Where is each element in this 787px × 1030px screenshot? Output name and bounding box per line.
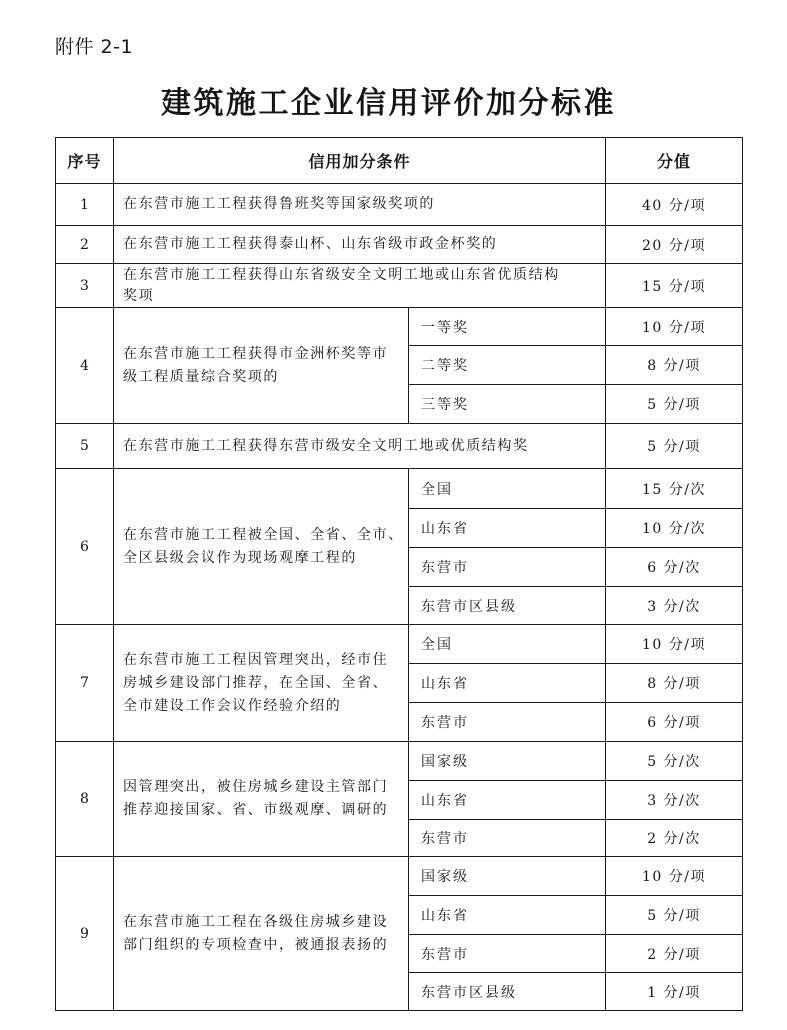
condition-line: 全区县级会议作为现场观摩工程的 bbox=[123, 549, 357, 566]
row-8-level-1: 国家级 bbox=[409, 742, 606, 781]
row-9-score-1: 10 分/项 bbox=[606, 857, 743, 896]
row-7-score-1: 10 分/项 bbox=[606, 625, 743, 664]
row-3-no: 3 bbox=[56, 264, 114, 308]
condition-line: 在东营市施工工程获得泰山杯、山东省级市政金杯奖的 bbox=[123, 236, 498, 252]
row-4-condition bbox=[114, 308, 409, 424]
condition-line: 部门组织的专项检查中，被通报表扬的 bbox=[123, 936, 389, 953]
row-9-no: 9 bbox=[56, 857, 114, 1011]
row-9-score-4: 1 分/项 bbox=[606, 973, 743, 1011]
row-4-score-1: 10 分/项 bbox=[606, 308, 743, 346]
row-6-score-4: 3 分/次 bbox=[606, 587, 743, 625]
row-6-condition bbox=[114, 469, 409, 625]
row-2-condition bbox=[114, 226, 606, 264]
row-7-score-3: 6 分/项 bbox=[606, 703, 743, 742]
row-3-condition bbox=[114, 264, 606, 308]
condition-line: 在东营市施工工程在各级住房城乡建设 bbox=[123, 913, 389, 930]
table-header-condition: 信用加分条件 bbox=[114, 138, 606, 184]
condition-line: 奖项 bbox=[123, 287, 155, 304]
row-2-no: 2 bbox=[56, 226, 114, 264]
row-3-score: 15 分/项 bbox=[606, 264, 743, 308]
condition-line: 在东营市施工工程获得市金洲杯奖等市 bbox=[123, 345, 389, 362]
condition-line: 在东营市施工工程被全国、全省、全市、 bbox=[123, 526, 404, 543]
condition-line: 在东营市施工工程获得山东省级安全文明工地或山东省优质结构 bbox=[123, 266, 560, 283]
row-2-score: 20 分/项 bbox=[606, 226, 743, 264]
attachment-label: 附件 2-1 bbox=[55, 36, 134, 58]
row-6-level-4: 东营市区县级 bbox=[409, 587, 606, 625]
row-9-level-1: 国家级 bbox=[409, 857, 606, 896]
row-4-level-3: 三等奖 bbox=[409, 385, 606, 424]
row-4-no: 4 bbox=[56, 308, 114, 424]
credit-score-table bbox=[55, 137, 743, 1011]
condition-line: 在东营市施工工程获得鲁班奖等国家级奖项的 bbox=[123, 196, 435, 212]
row-8-level-3: 东营市 bbox=[409, 820, 606, 857]
row-7-level-3: 东营市 bbox=[409, 703, 606, 742]
condition-line: 因管理突出，被住房城乡建设主管部门 bbox=[123, 779, 389, 795]
row-1-no: 1 bbox=[56, 184, 114, 226]
row-9-level-3: 东营市 bbox=[409, 935, 606, 973]
condition-line: 房城乡建设部门推荐，在全国、全省、 bbox=[123, 674, 389, 691]
row-8-condition bbox=[114, 742, 409, 857]
table-header-score: 分值 bbox=[606, 138, 743, 184]
row-6-level-2: 山东省 bbox=[409, 509, 606, 548]
row-7-no: 7 bbox=[56, 625, 114, 742]
row-4-level-1: 一等奖 bbox=[409, 308, 606, 346]
row-6-level-1: 全国 bbox=[409, 469, 606, 509]
row-7-condition bbox=[114, 625, 409, 742]
row-9-level-2: 山东省 bbox=[409, 896, 606, 935]
row-8-no: 8 bbox=[56, 742, 114, 857]
row-9-level-4: 东营市区县级 bbox=[409, 973, 606, 1011]
condition-line: 级工程质量综合奖项的 bbox=[123, 368, 279, 385]
row-6-score-3: 6 分/次 bbox=[606, 548, 743, 587]
row-5-condition bbox=[114, 424, 606, 469]
row-6-score-2: 10 分/次 bbox=[606, 509, 743, 548]
row-7-level-2: 山东省 bbox=[409, 664, 606, 703]
condition-line: 全市建设工作会议作经验介绍的 bbox=[123, 697, 342, 714]
condition-line: 推荐迎接国家、省、市级观摩、调研的 bbox=[123, 802, 389, 818]
row-8-level-2: 山东省 bbox=[409, 781, 606, 820]
row-6-score-1: 15 分/次 bbox=[606, 469, 743, 509]
document-title: 建筑施工企业信用评价加分标准 bbox=[161, 86, 616, 121]
condition-line: 在东营市施工工程因管理突出，经市住 bbox=[123, 651, 389, 668]
row-1-score: 40 分/项 bbox=[606, 184, 743, 226]
row-7-level-1: 全国 bbox=[409, 625, 606, 664]
row-8-score-2: 3 分/次 bbox=[606, 781, 743, 820]
row-9-score-3: 2 分/项 bbox=[606, 935, 743, 973]
row-7-score-2: 8 分/项 bbox=[606, 664, 743, 703]
row-8-score-3: 2 分/次 bbox=[606, 820, 743, 857]
condition-line: 在东营市施工工程获得东营市级安全文明工地或优质结构奖 bbox=[123, 437, 529, 454]
row-4-score-3: 5 分/项 bbox=[606, 385, 743, 424]
row-9-score-2: 5 分/项 bbox=[606, 896, 743, 935]
table-header-no: 序号 bbox=[56, 138, 114, 184]
row-5-score: 5 分/项 bbox=[606, 424, 743, 469]
row-5-no: 5 bbox=[56, 424, 114, 469]
row-4-score-2: 8 分/项 bbox=[606, 346, 743, 385]
row-9-condition bbox=[114, 857, 409, 1011]
row-1-condition bbox=[114, 184, 606, 226]
row-6-no: 6 bbox=[56, 469, 114, 625]
row-8-score-1: 5 分/次 bbox=[606, 742, 743, 781]
row-4-level-2: 二等奖 bbox=[409, 346, 606, 385]
row-6-level-3: 东营市 bbox=[409, 548, 606, 587]
